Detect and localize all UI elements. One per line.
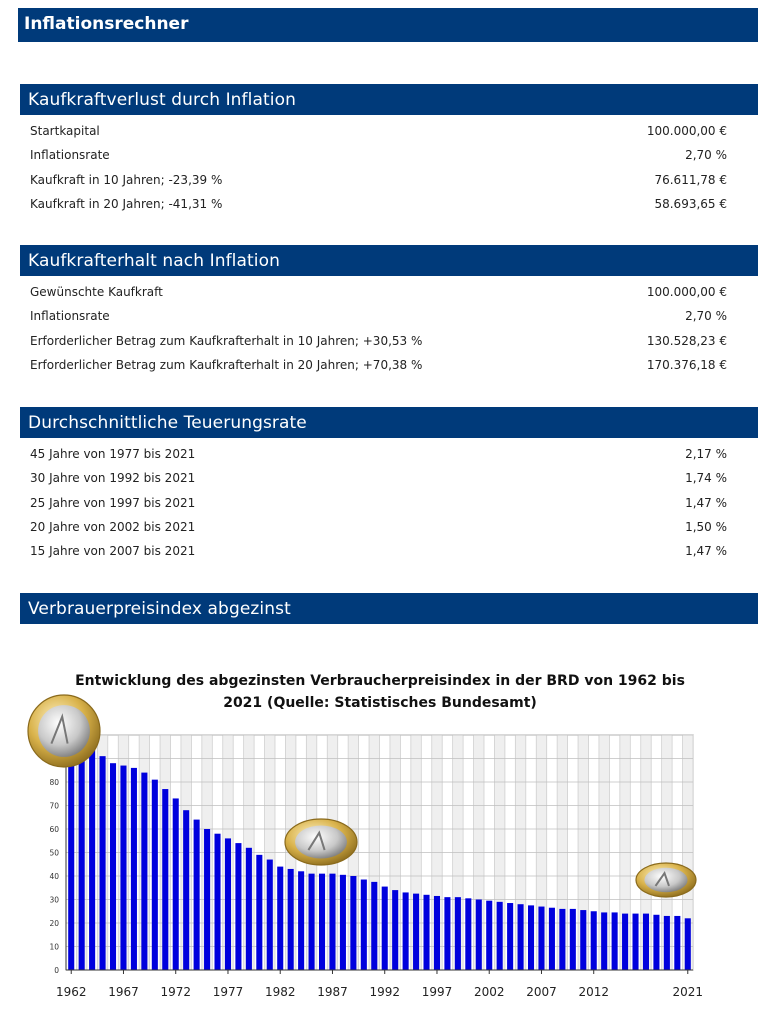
row-value: 130.528,23 €	[646, 333, 727, 348]
app-title: Inflationsrechner	[18, 8, 758, 42]
bar	[601, 912, 607, 970]
bar	[173, 798, 179, 970]
row-value: 100.000,00 €	[646, 124, 727, 139]
bar	[455, 897, 461, 970]
bar	[120, 766, 126, 970]
bar	[141, 773, 147, 970]
row-value: 1,47 %	[685, 544, 727, 559]
bar	[309, 874, 315, 970]
y-tick-label: 0	[54, 966, 59, 975]
x-tick-label: 1992	[369, 985, 400, 999]
euro-coin-icon	[28, 695, 100, 767]
bar	[340, 875, 346, 970]
row-value: 1,47 %	[685, 495, 727, 510]
bar	[685, 918, 691, 970]
bar	[350, 876, 356, 970]
bar	[632, 914, 638, 970]
y-tick-label: 80	[49, 778, 59, 787]
y-tick-label: 50	[49, 848, 59, 858]
bar	[235, 843, 241, 970]
row-value: 1,50 %	[685, 520, 727, 535]
bar	[162, 789, 168, 970]
bar	[413, 894, 419, 970]
bar	[110, 763, 116, 970]
bar	[382, 887, 388, 970]
bar	[518, 904, 524, 970]
row-label: Startkapital	[30, 124, 100, 139]
bar	[643, 914, 649, 970]
bar	[246, 848, 252, 970]
bar	[591, 911, 597, 970]
bar	[434, 896, 440, 970]
bar	[507, 903, 513, 970]
row-value: 76.611,78 €	[654, 172, 727, 187]
x-tick-label: 1997	[421, 985, 453, 999]
bar	[288, 869, 294, 970]
bar	[486, 901, 492, 970]
row-value: 2,17 %	[685, 447, 727, 462]
row-label: Kaufkraft in 20 Jahren; -41,31 %	[30, 197, 223, 212]
section-title: Kaufkrafterhalt nach Inflation	[20, 245, 758, 276]
row-label: 15 Jahre von 2007 bis 2021	[30, 544, 196, 559]
y-tick-label: 10	[49, 942, 59, 952]
x-tick-label: 1982	[264, 985, 296, 999]
bar	[559, 909, 565, 970]
euro-coin-icon	[636, 863, 696, 897]
bar	[528, 905, 534, 970]
row-value: 1,74 %	[685, 471, 727, 486]
row-label: Gewünschte Kaufkraft	[30, 285, 163, 300]
bar	[100, 756, 106, 970]
section-title: Durchschnittliche Teuerungsrate	[20, 407, 758, 438]
x-tick-label: 2007	[526, 985, 557, 999]
bar	[497, 902, 503, 970]
row-value: 170.376,18 €	[646, 358, 727, 373]
bar	[549, 908, 555, 970]
y-tick-label: 20	[49, 919, 59, 928]
bar	[403, 892, 409, 970]
bar	[392, 890, 398, 970]
bar	[152, 780, 158, 970]
bar	[538, 907, 544, 970]
row-label: Erforderlicher Betrag zum Kaufkrafterhalt in 10 Jahren; +30,53 %	[30, 333, 423, 348]
row-label: Erforderlicher Betrag zum Kaufkrafterhalt in 20 Jahren; +70,38 %	[30, 358, 423, 373]
bar	[277, 867, 283, 970]
bar	[653, 915, 659, 970]
row-label: 30 Jahre von 1992 bis 2021	[30, 471, 196, 486]
y-tick-label: 60	[49, 825, 59, 834]
euro-coin-icon	[285, 819, 357, 865]
bar	[622, 914, 628, 970]
section-title: Verbrauerpreisindex abgezinst	[20, 593, 758, 624]
row-value: 2,70 %	[685, 309, 727, 324]
bar	[267, 860, 273, 970]
bar	[79, 742, 85, 970]
bar	[580, 910, 586, 970]
bar	[612, 912, 618, 970]
x-tick-label: 1987	[317, 985, 348, 999]
bar	[329, 874, 335, 970]
chart-title: Entwicklung des abgezinsten Verbraucherpreisindex in der BRD von 1962 bis 2021 (Quelle: Statistisches Bundesamt)	[75, 673, 685, 711]
row-label: 20 Jahre von 2002 bis 2021	[30, 520, 196, 535]
bar	[204, 829, 210, 970]
row-label: Inflationsrate	[30, 309, 110, 324]
bar	[214, 834, 220, 970]
row-label: 25 Jahre von 1997 bis 2021	[30, 495, 196, 510]
row-label: Kaufkraft in 10 Jahren; -23,39 %	[30, 172, 223, 187]
bar	[256, 855, 262, 970]
bar	[664, 916, 670, 970]
x-tick-label: 2021	[672, 985, 704, 999]
x-tick-label: 2012	[578, 985, 609, 999]
row-label: Inflationsrate	[30, 148, 110, 163]
bar	[674, 916, 680, 970]
x-tick-label: 1962	[55, 985, 87, 999]
bar	[319, 874, 325, 970]
bar	[361, 880, 367, 970]
bar	[68, 735, 74, 970]
row-label: 45 Jahre von 1977 bis 2021	[30, 447, 196, 462]
bar	[423, 895, 429, 970]
section-title: Kaufkraftverlust durch Inflation	[20, 84, 758, 115]
bar	[371, 882, 377, 970]
bar	[183, 810, 189, 970]
x-tick-label: 1972	[160, 985, 191, 999]
y-tick-label: 40	[49, 872, 59, 881]
row-value: 100.000,00 €	[646, 285, 727, 300]
x-tick-label: 2002	[473, 985, 505, 999]
y-tick-label: 70	[49, 801, 59, 811]
x-tick-label: 1967	[108, 985, 139, 999]
bar	[225, 838, 231, 970]
x-tick-label: 1977	[212, 985, 244, 999]
bar	[570, 909, 576, 970]
row-value: 2,70 %	[685, 148, 727, 163]
row-value: 58.693,65 €	[654, 197, 727, 212]
bar	[465, 898, 471, 970]
bar	[298, 871, 304, 970]
bar	[89, 749, 95, 970]
bar	[131, 768, 137, 970]
bar	[476, 900, 482, 971]
bar	[444, 897, 450, 970]
bar	[194, 820, 200, 970]
y-tick-label: 30	[49, 895, 59, 905]
